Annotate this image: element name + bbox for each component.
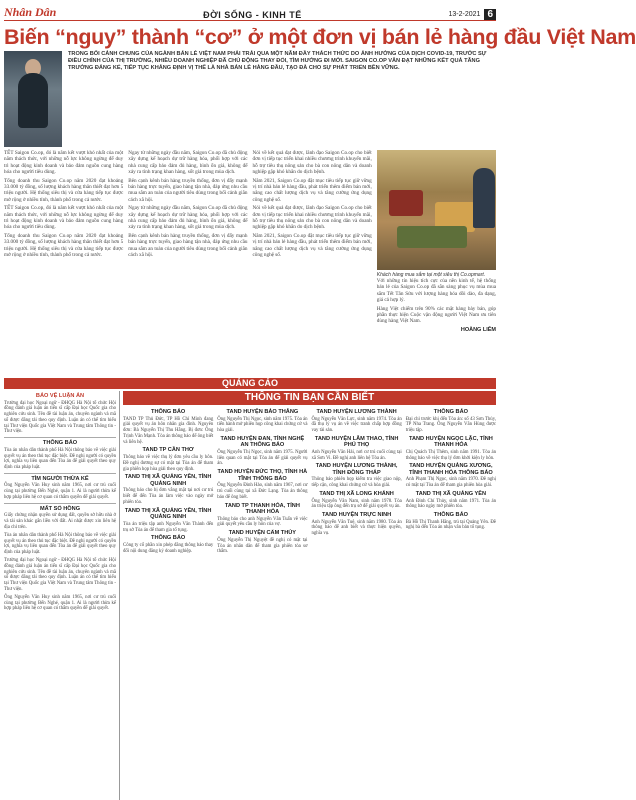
- portrait-photo: [4, 51, 62, 147]
- ads-banner: QUẢNG CÁO: [4, 378, 496, 389]
- page-number: 6: [484, 9, 496, 20]
- notice-text: Anh Phạm Thị Ngọc, sinh năm 1970. Đề nghị có mặt tại Tòa án để tham gia phiên hòa giải.: [405, 477, 496, 489]
- notice-text: Đại chỉ trước khi đến Tòa án: số 43 Sơn Thủy, TP Nha Trang. Ông Nguyễn Văn Hùng được triệu tập.: [405, 416, 496, 434]
- article-column-2: [128, 150, 247, 375]
- notice-heading: TAND HUYỆN ĐỨC THỌ, TỈNH HÀ TĨNH THÔNG BÁO: [217, 469, 308, 482]
- notice-heading: TAND HUYỆN LƯƠNG THÀNH: [316, 409, 397, 415]
- notice-heading: TAND TP CẦN THƠ: [142, 447, 194, 454]
- notice-text: Tòa án triệu tập anh Nguyễn Văn Thành đến trụ sở Tòa án để tham gia tố tụng.: [123, 521, 214, 533]
- ad-heading: MẤT SỔ HỒNG: [39, 505, 81, 512]
- paragraph: Tổng doanh thu Saigon Co.op năm 2020 đạt khoảng 33.000 tỷ đồng, số lượng khách hàng thân thiết đạt hơn 5 triệu người. Hệ thống siêu thị và cửa hàng tiếp tục được mở rộng ở nhiều tỉnh, thành phố trong cả nước.: [4, 177, 124, 203]
- ad-heading: THÔNG BÁO: [42, 440, 78, 447]
- ad-text: Ông Nguyễn Văn Huy sinh năm 1965, nơi cư trú cuối cùng tại phường Bến Nghé, quận 1. Ai là người thừa kế hợp pháp liên hệ cơ quan có thẩm quyền để giải quyết.: [4, 483, 116, 501]
- goods-shelf: [397, 226, 467, 248]
- ad-text: Tòa án nhân dân thành phố Hà Nội thông báo về việc giải quyết vụ án theo thủ tục đặc biệt. Đề nghị người có quyền lợi, nghĩa vụ liên quan đến Tòa án để giải quyết theo quy định của pháp luật.: [4, 532, 116, 556]
- paragraph: Bên cạnh kênh bán hàng truyền thống, đơn vị đẩy mạnh bán hàng trực tuyến, giao hàng tận nhà, đáp ứng nhu cầu mua sắm an toàn của người tiêu dùng trong bối cảnh giãn cách xã hội.: [128, 232, 248, 259]
- notice-heading: THÔNG BÁO: [151, 409, 186, 415]
- article-column-3: [253, 150, 372, 375]
- photo-caption: Khách hàng mua sắm tại một siêu thị Co.opmart.: [376, 272, 486, 278]
- newspaper-logo: Nhân Dân: [4, 5, 57, 19]
- article-column-4: [377, 150, 496, 375]
- notice-heading: THÔNG BÁO: [151, 535, 186, 542]
- notice-text: Công ty cổ phần xin phép đăng thông báo thay đổi nội dung đăng ký doanh nghiệp.: [123, 542, 214, 554]
- paragraph: Nói về kết quả đạt được, lãnh đạo Saigon Co.op cho biết đơn vị tiếp tục triển khai nhiều chương trình khuyến mãi, hỗ trợ tiêu thụ nông sản cho bà con nông dân và doanh nghiệp gặp khó khăn do dịch bệnh.: [252, 150, 372, 176]
- divider: [4, 437, 116, 438]
- masthead: [4, 2, 496, 21]
- notice-heading: TAND THỊ XÃ QUẢNG YÊN, TỈNH QUẢNG NINH: [124, 507, 212, 521]
- notice-heading: TAND HUYỆN LÂM THAO, TỈNH PHÚ THỌ: [314, 435, 399, 449]
- paragraph: TẾT Saigon Co.op, đó là năm kết vượt khó nhất của một năm thách thức, với những nỗ lực không ngừng để duy trì hoạt động kinh doanh và bảo đảm nguồn cung hàng hóa cho người tiêu dùng.: [4, 150, 124, 176]
- notice-text: Ông Nguyễn Thị Ngọc, sinh năm 1975. Người liên quan có mặt tại Tòa án để giải quyết vụ án.: [217, 449, 308, 467]
- ad-heading: BÁO VỆ LUẬN ÁN: [35, 393, 85, 399]
- article-sapo: TRONG BỐI CẢNH CHUNG CỦA NGÀNH BÁN LẺ VIỆT NAM PHẢI TRẢI QUA MỘT NĂM ĐẦY THÁCH THỨC DO ẢNH HƯỞNG CỦA DỊCH COVID-19, TRƯỚC SỰ ĐIỀU CHỈNH CỦA THỊ TRƯỜNG, NHIỀU DOANH NGHIỆP ĐÃ CHỦ ĐỘNG THAY ĐỔI, TÌM HƯỚNG ĐI MỚI. SAIGON CO.OP VẪN ĐẠT NHỮNG KẾT QUẢ TĂNG TRƯỞNG ĐÁNG KỂ, TIẾP TỤC KHẲNG ĐỊNH VỊ THẾ LÀ NHÀ BÁN LẺ HÀNG ĐẦU, TẠO ĐÀ CHO SỰ PHÁT TRIỂN BỀN VỮNG.: [68, 51, 487, 71]
- ad-heading: TÌM NGƯỜI THỪA KẾ: [31, 475, 89, 482]
- notice-heading: TAND HUYỆN BẢO THẮNG: [226, 409, 299, 415]
- paragraph: TẾT Saigon Co.op, đó là năm kết vượt khó nhất của một năm thách thức, với những nỗ lực không ngừng để duy trì hoạt động kinh doanh và bảo đảm nguồn cung hàng hóa cho người tiêu dùng.: [4, 205, 124, 231]
- notice-text: Ông Nguyễn Văn Nam, sinh năm 1978. Tòa án triệu tập ông đến trụ sở để giải quyết vụ án.: [311, 498, 402, 510]
- issue-meta: [449, 9, 496, 20]
- paragraph: Hàng Việt chiếm trên 90% các mặt hàng bày bán, góp phần thực hiện Cuộc vận động người Việt Nam ưu tiên dùng hàng Việt Nam.: [376, 305, 496, 325]
- notice-text: Anh Nguyễn Văn Tuệ, sinh năm 1980. Tòa án thông báo để anh biết và thực hiện quyền, nghĩa vụ.: [311, 519, 402, 537]
- notice-heading: TAND HUYỆN QUẢNG XƯƠNG, TỈNH THANH HÓA THÔNG BÁO: [409, 463, 493, 476]
- notice-heading: TAND THỊ XÃ QUẢNG YÊN: [415, 491, 487, 498]
- ads-section: [4, 391, 496, 800]
- shopper-figure: [473, 168, 495, 228]
- divider: [4, 503, 116, 504]
- notices-title: THÔNG TIN BẠN CẦN BIẾT: [123, 391, 496, 405]
- notice-heading: TAND HUYỆN CẨM THỦY: [228, 530, 297, 537]
- market-photo: [377, 150, 496, 270]
- court-notices-section: [123, 391, 496, 800]
- notices-column-4: [406, 407, 496, 800]
- notices-column-3: [312, 407, 402, 800]
- article-column-1: [4, 150, 123, 375]
- goods-shelf: [389, 190, 423, 216]
- notice-heading: TAND THỊ XÃ LONG KHÁNH: [319, 491, 394, 498]
- section-title: ĐỜI SỐNG - KINH TẾ: [203, 10, 302, 20]
- notice-heading: THÔNG BÁO: [433, 409, 468, 415]
- lead-row: [4, 51, 496, 147]
- notice-text: Ông Nguyễn Thị Ngọc, sinh năm 1975. Tòa án tiến hành mở phiên họp công khai chứng cứ và hòa giải.: [217, 416, 308, 434]
- paragraph: Nói về kết quả đạt được, lãnh đạo Saigon Co.op cho biết đơn vị tiếp tục triển khai nhiều chương trình khuyến mãi, hỗ trợ tiêu thụ nông sản cho bà con nông dân và doanh nghiệp gặp khó khăn do dịch bệnh.: [252, 205, 372, 231]
- notices-columns: [123, 407, 496, 800]
- divider: [4, 473, 116, 474]
- notice-text: Thông báo cho anh Nguyễn Văn Tuấn về việc giải quyết yêu cầu ly hôn của vợ.: [217, 516, 308, 528]
- article-byline: HOÀNG LIÊM: [460, 326, 496, 333]
- notice-text: Thông báo cho bị đơn vắng mặt tại nơi cư trú biết để đến Tòa án làm việc vào ngày mở phiên tòa.: [123, 488, 214, 505]
- article-body: [4, 150, 496, 375]
- notice-text: Ông Nguyễn Đình Hảo, sinh năm 1967, nơi cư trú cuối cùng tại xã Đức Lạng. Tòa án thông báo để ông biết.: [217, 483, 308, 500]
- notice-heading: TAND HUYỆN ĐAN, TỈNH NGHỆ AN THÔNG BÁO: [220, 435, 305, 449]
- notice-text: Ông Nguyễn Thị Nguyệt đề nghị có mặt tại Tòa án nhân dân để tham gia phiên tòa sơ thẩm.: [217, 537, 308, 555]
- paragraph: Với những tín hiệu tích cực của nền kinh tế, hệ thống bán lẻ của Saigon Co.op đã sẵn sàng phục vụ mùa mua sắm Tết Tân Sửu với lượng hàng hóa dồi dào, đa dạng, giá cả hợp lý.: [376, 278, 496, 304]
- notice-text: TAND TP Thủ Đức, TP Hồ Chí Minh đang giải quyết vụ án hôn nhân gia đình. Nguyên đơn: Bà Nguyễn Thị Thu Hằng. Bị đơn: Ông Trịnh Văn Mạnh. Tòa án thông báo để ông biết và liên hệ.: [123, 416, 214, 445]
- ad-text: Tòa án nhân dân thành phố Hà Nội thông báo về việc giải quyết vụ án theo thủ tục đặc biệt. Đề nghị người có quyền lợi, nghĩa vụ liên quan đến Tòa án để giải quyết theo quy định của pháp luật.: [4, 447, 116, 471]
- ad-text: Giấy chứng nhận quyền sử dụng đất, quyền sở hữu nhà ở và tài sản khác gắn liền với đất. Ai nhặt được xin liên hệ địa chỉ trên.: [4, 513, 116, 530]
- issue-date: 13-2-2021: [448, 11, 481, 18]
- notice-heading: TAND HUYỆN LƯƠNG THÀNH, TỈNH ĐỒNG THÁP: [315, 463, 398, 476]
- notice-text: Ông Nguyễn Văn Lực, sinh năm 1974. Tòa án đã thụ lý vụ án về việc tranh chấp hợp đồng vay tài sản.: [311, 416, 402, 434]
- article-headline: Biến “nguy” thành “cơ” ở một đơn vị bán lẻ hàng đầu Việt Nam: [4, 25, 636, 49]
- ad-text: Trường đại học Ngoại ngữ - ĐHQG Hà Nội tổ chức Hội đồng đánh giá luận án tiến sĩ cấp Đại học Quốc gia cho nghiên cứu sinh. Tên đề tài luận án, chuyên ngành và mã số được đăng tải theo quy định. Luận án có thể tìm hiểu tại Thư viện Quốc gia Việt Nam và Trung tâm Thông tin - Thư viện.: [4, 400, 116, 435]
- notice-text: Thông báo về việc thụ lý đơn yêu cầu ly hôn. Đề nghị đương sự có mặt tại Tòa án để tham gia phiên họp hòa giải theo quy định.: [123, 454, 214, 472]
- notice-heading: TAND HUYỆN NGỌC LẶC, TỈNH THANH HÓA: [408, 435, 493, 449]
- notice-text: Bà Hồ Thị Thanh Hằng, trú tại Quảng Yên. Đề nghị bà đến Tòa án nhận văn bản tố tụng.: [405, 519, 496, 531]
- notice-text: Anh Đinh Chí Thủy, sinh năm 1971. Tòa án thông báo ngày mở phiên tòa.: [405, 498, 496, 510]
- paragraph: Ngay từ những ngày đầu năm, Saigon Co.op đã chủ động xây dựng kế hoạch dự trữ hàng hóa, phối hợp với các nhà cung cấp bảo đảm đủ hàng, bình ổn giá, không để xảy ra tình trạng khan hàng, sốt giá trong mùa dịch.: [128, 205, 248, 231]
- notice-text: Thông báo phiên họp kiểm tra việc giao nộp, tiếp cận, công khai chứng cứ và hòa giải.: [311, 477, 402, 489]
- portrait-body: [18, 73, 48, 128]
- paragraph: Năm 2021, Saigon Co.op đặt mục tiêu tiếp tục giữ vững vị trí nhà bán lẻ hàng đầu, phát triển thêm điểm bán mới, nâng cao chất lượng dịch vụ và tăng cường ứng dụng công nghệ số.: [252, 232, 372, 259]
- paragraph: Năm 2021, Saigon Co.op đặt mục tiêu tiếp tục giữ vững vị trí nhà bán lẻ hàng đầu, phát triển thêm điểm bán mới, nâng cao chất lượng dịch vụ và tăng cường ứng dụng công nghệ số.: [252, 177, 372, 203]
- notice-heading: TAND TP THANH HÓA, TỈNH THANH HÓA: [224, 502, 300, 516]
- notice-heading: TAND HUYỆN TRỰC NINH: [322, 512, 392, 519]
- notice-text: Chị Quách Thị Thêm, sinh năm 1991. Tòa án thông báo về việc thụ lý đơn khởi kiện ly hôn.: [405, 449, 496, 461]
- notice-heading: TAND THỊ XÃ QUẢNG YÊN, TỈNH QUẢNG NINH: [124, 474, 212, 487]
- paragraph: Tổng doanh thu Saigon Co.op năm 2020 đạt khoảng 33.000 tỷ đồng, số lượng khách hàng thân thiết đạt hơn 5 triệu người. Hệ thống siêu thị và cửa hàng tiếp tục được mở rộng ở nhiều tỉnh, thành phố trong cả nước.: [4, 232, 124, 259]
- notices-column-1: [123, 407, 213, 800]
- paragraph: Ngay từ những ngày đầu năm, Saigon Co.op đã chủ động xây dựng kế hoạch dự trữ hàng hóa, phối hợp với các nhà cung cấp bảo đảm đủ hàng, bình ổn giá, không để xảy ra tình trạng khan hàng, sốt giá trong mùa dịch.: [128, 150, 248, 176]
- notice-text: Anh Nguyễn Văn Hải, nơi cư trú cuối cùng tại xã Sơn Vi. Đề nghị anh liên hệ Tòa án.: [311, 449, 402, 461]
- notices-column-2: [217, 407, 307, 800]
- classified-ads-column: [4, 391, 120, 800]
- notice-heading: THÔNG BÁO: [433, 512, 468, 519]
- ad-text: Ông Nguyễn Văn Huy sinh năm 1965, nơi cư trú cuối cùng tại phường Bến Nghé, quận 1. Ai là người thừa kế hợp pháp liên hệ cơ quan có thẩm quyền để giải quyết.: [4, 594, 116, 612]
- ad-text: Trường đại học Ngoại ngữ - ĐHQG Hà Nội tổ chức Hội đồng đánh giá luận án tiến sĩ cấp Đại học Quốc gia cho nghiên cứu sinh. Tên đề tài luận án, chuyên ngành và mã số được đăng tải theo quy định. Luận án có thể tìm hiểu tại Thư viện Quốc gia Việt Nam và Trung tâm Thông tin - Thư viện.: [4, 557, 116, 592]
- paragraph: Bên cạnh kênh bán hàng truyền thống, đơn vị đẩy mạnh bán hàng trực tuyến, giao hàng tận nhà, đáp ứng nhu cầu mua sắm an toàn của người tiêu dùng trong bối cảnh giãn cách xã hội.: [128, 177, 248, 203]
